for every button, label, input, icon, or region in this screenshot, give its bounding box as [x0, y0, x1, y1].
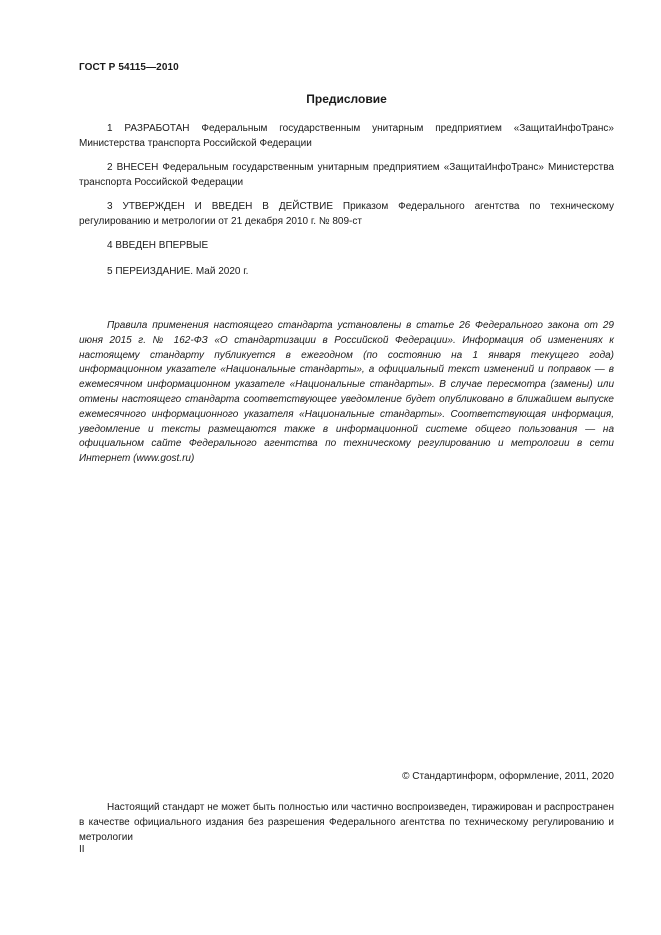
- foreword-item-3: 3 УТВЕРЖДЕН И ВВЕДЕН В ДЕЙСТВИЕ Приказом Федерального агентства по техническому регулированию и метрологии от 21 декабря 2010 г. № 809-ст: [79, 201, 614, 227]
- foreword-item-5: 5 ПЕРЕИЗДАНИЕ. Май 2020 г.: [107, 266, 249, 277]
- application-notice: Правила применения настоящего стандарта установлены в статье 26 Федерального закона от 29 июня 2015 г. № 162-ФЗ «О стандартизации в Российской Федерации». Информация об изменениях к настоящему стандарту публикуется в ежегодном (по состоянию на 1 января текущего года) информационном указателе «Национальные стандарты», а официальный текст изменений и поправок — в ежемесячном информационном указателе «Национальные стандарты». В случае пересмотра (замены) или отмены настоящего стандарта соответствующее уведомление будет опубликовано в ближайшем выпуске ежемесячного информационного указателя «Национальные стандарты». Соответствующая информация, уведомление и тексты размещаются также в информационной системе общего пользования — на официальном сайте Федерального агентства по техническому регулированию и метрологии в сети Интернет (www.gost.ru): [79, 320, 614, 465]
- page-number: II: [79, 844, 85, 855]
- reproduction-notice: Настоящий стандарт не может быть полностью или частично воспроизведен, тиражирован и распространен в качестве официального издания без разрешения Федерального агентства по техническому регулированию и метрологии: [79, 802, 614, 843]
- page-title: Предисловие: [306, 92, 387, 106]
- foreword-item-1: 1 РАЗРАБОТАН Федеральным государственным унитарным предприятием «ЗащитаИнфоТранс» Министерства транспорта Российской Федерации: [79, 123, 614, 149]
- foreword-item-4: 4 ВВЕДЕН ВПЕРВЫЕ: [107, 240, 209, 251]
- foreword-item-2: 2 ВНЕСЕН Федеральным государственным унитарным предприятием «ЗащитаИнфоТранс» Министерства транспорта Российской Федерации: [79, 162, 614, 188]
- standard-code: ГОСТ Р 54115—2010: [79, 62, 179, 73]
- copyright-line: © Стандартинформ, оформление, 2011, 2020: [402, 771, 614, 782]
